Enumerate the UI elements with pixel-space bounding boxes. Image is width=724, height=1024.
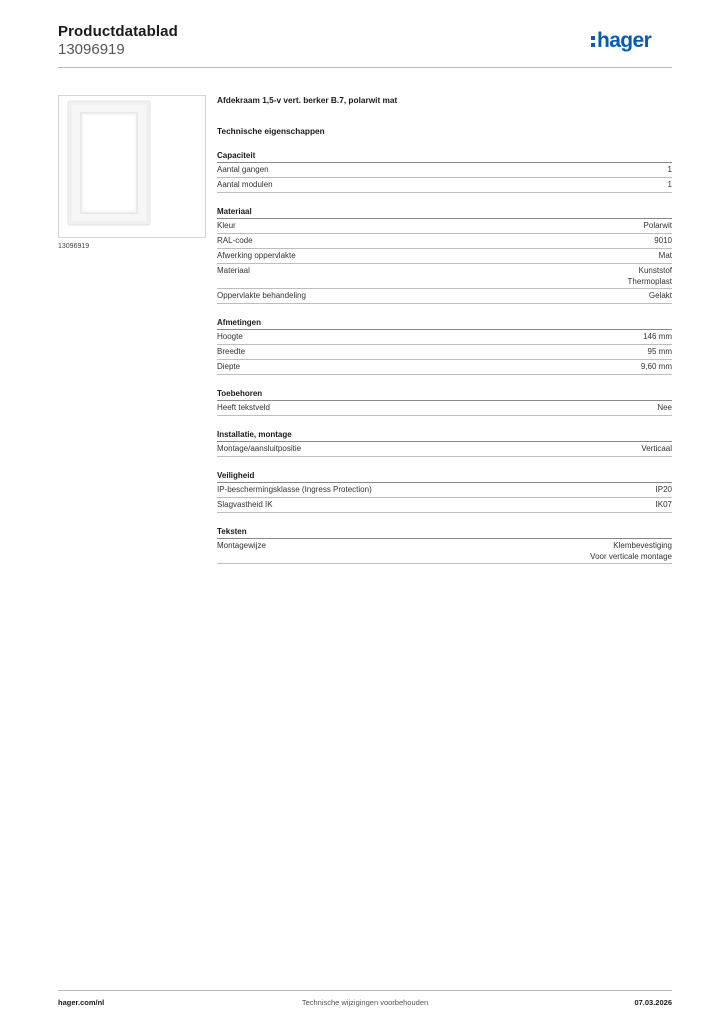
footer-date: 07.03.2026: [634, 998, 672, 1007]
spec-value: [659, 250, 672, 262]
spec-row: [217, 219, 672, 234]
page-title: Productdatablad: [58, 23, 178, 40]
spec-label: Materiaal: [217, 266, 250, 275]
image-caption: 13096919: [58, 243, 90, 250]
spec-group-title: Toebehoren: [217, 387, 672, 401]
spec-value: [668, 179, 672, 191]
footer-website-link[interactable]: hager.com/nl: [58, 998, 105, 1007]
spec-row: [217, 234, 672, 249]
product-name: Afdekraam 1,5-v vert. berker B.7, polarwit mat: [217, 95, 398, 105]
spec-row: [217, 163, 672, 178]
spec-row: [217, 289, 672, 304]
spec-label: Montage/aansluitpositie: [217, 444, 302, 453]
hager-logo[interactable]: [590, 28, 672, 56]
spec-value-line: 9,60 mm: [640, 362, 672, 371]
spec-label: Aantal gangen: [217, 165, 269, 174]
spec-value-line: 1: [667, 180, 672, 189]
spec-row: [217, 442, 672, 457]
spec-value: [641, 443, 672, 455]
spec-value: [668, 164, 672, 176]
spec-label: Slagvastheid IK: [217, 500, 273, 509]
spec-value-line: Klembevestiging: [613, 541, 672, 550]
spec-label: Oppervlakte behandeling: [217, 291, 306, 300]
spec-value: [643, 331, 672, 343]
spec-sheet: [217, 92, 672, 564]
spec-value: [641, 361, 672, 373]
spec-row: [217, 360, 672, 375]
spec-row: [217, 345, 672, 360]
product-code: 13096919: [58, 41, 125, 58]
spec-value: [656, 484, 672, 496]
spec-group-title: Veiligheid: [217, 469, 672, 483]
spec-row: [217, 539, 672, 564]
page-footer: [58, 998, 672, 1010]
spec-group: [217, 469, 672, 513]
spec-groups: [217, 149, 672, 564]
footer-disclaimer: Technische wijzigingen voorbehouden: [301, 998, 429, 1007]
spec-label: Kleur: [217, 221, 236, 230]
spec-value-line: Nee: [657, 403, 672, 412]
spec-group-title: Materiaal: [217, 205, 672, 219]
spec-row: [217, 330, 672, 345]
spec-value-line: 146 mm: [643, 332, 672, 341]
spec-label: RAL-code: [217, 236, 253, 245]
spec-row: [217, 401, 672, 416]
spec-group-title: Capaciteit: [217, 149, 672, 163]
spec-group-title: Afmetingen: [217, 316, 672, 330]
spec-value: [644, 220, 672, 232]
spec-value-line: IP20: [655, 485, 672, 494]
spec-value-line: Thermoplast: [627, 277, 672, 286]
spec-label: Diepte: [217, 362, 241, 371]
spec-value-line: 95 mm: [647, 347, 672, 356]
spec-value: [657, 402, 672, 414]
spec-value: [628, 265, 672, 287]
cover-frame-image: [59, 96, 205, 237]
spec-group: [217, 387, 672, 416]
spec-label: Aantal modulen: [217, 180, 273, 189]
spec-value-line: Kunststof: [638, 266, 672, 275]
product-image: [58, 95, 206, 238]
page-header: [58, 20, 672, 66]
svg-text:hager: hager: [597, 29, 652, 52]
spec-heading: Technische eigenschappen: [217, 126, 325, 136]
spec-row: [217, 249, 672, 264]
spec-value-line: Polarwit: [643, 221, 672, 230]
spec-value: [648, 346, 672, 358]
spec-row: [217, 483, 672, 498]
spec-label: Hoogte: [217, 332, 243, 341]
hager-logo-graphic: [590, 28, 672, 56]
spec-value: [590, 540, 672, 562]
spec-row: [217, 264, 672, 289]
spec-label: IP-beschermingsklasse (Ingress Protection): [217, 485, 372, 494]
spec-value: [654, 235, 672, 247]
spec-value: [649, 290, 672, 302]
spec-label: Afwerking oppervlakte: [217, 251, 296, 260]
spec-group-title: Installatie, montage: [217, 428, 672, 442]
spec-value-line: 9010: [654, 236, 672, 245]
spec-row: [217, 498, 672, 513]
spec-value-line: 1: [667, 165, 672, 174]
spec-group: [217, 205, 672, 304]
spec-value-line: Gelakt: [648, 291, 672, 300]
spec-group: [217, 316, 672, 375]
spec-value-line: IK07: [655, 500, 672, 509]
spec-group: [217, 149, 672, 193]
spec-group: [217, 428, 672, 457]
footer-divider: [58, 990, 672, 991]
spec-label: Montagewijze: [217, 541, 266, 550]
spec-value-line: Verticaal: [641, 444, 672, 453]
spec-label: Breedte: [217, 347, 246, 356]
spec-group-title: Teksten: [217, 525, 672, 539]
spec-value-line: Mat: [658, 251, 672, 260]
header-divider: [58, 67, 672, 68]
spec-group: [217, 525, 672, 564]
spec-value: [656, 499, 672, 511]
spec-row: [217, 178, 672, 193]
spec-value-line: Voor verticale montage: [590, 552, 672, 561]
spec-label: Heeft tekstveld: [217, 403, 270, 412]
